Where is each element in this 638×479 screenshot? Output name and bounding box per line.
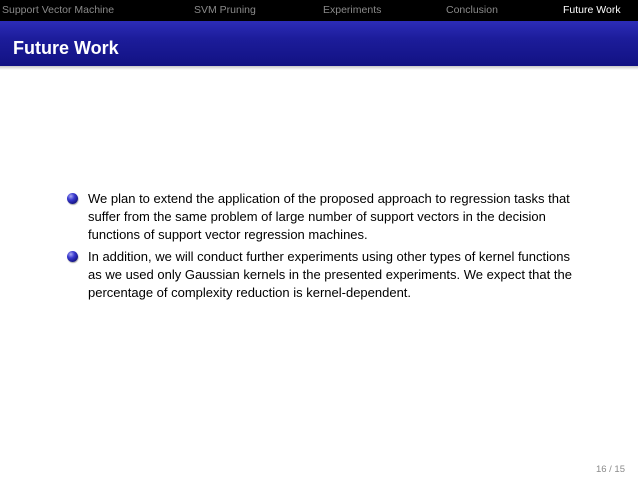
bullet-ball-icon [67, 251, 78, 262]
nav-item-svm-pruning[interactable]: SVM Pruning [194, 4, 256, 16]
bullet-text: In addition, we will conduct further experiments using other types of kernel functions as we used only Gaussian kernels in the presented experiments. We expect that the percentage of complexity reduction is kernel-dependent. [88, 249, 572, 300]
page-number: 16 / 15 [595, 464, 625, 475]
bullet-item [67, 190, 587, 244]
bullet-text: We plan to extend the application of the proposed approach to regression tasks that suffer from the same problem of large number of support vectors in the decision functions of support vector regression machines. [88, 191, 570, 242]
frame-title: Future Work [13, 38, 119, 58]
nav-item-future-work[interactable]: Future Work [563, 4, 621, 16]
nav-item-conclusion[interactable]: Conclusion [446, 4, 498, 16]
bullet-list [67, 190, 587, 302]
bullet-ball-icon [67, 193, 78, 204]
title-bar-shadow [0, 66, 638, 70]
section-navigation-bar [0, 0, 638, 21]
bullet-item [67, 248, 587, 302]
nav-item-support-vector-machine[interactable]: Support Vector Machine [2, 4, 115, 16]
nav-item-experiments[interactable]: Experiments [323, 4, 382, 16]
